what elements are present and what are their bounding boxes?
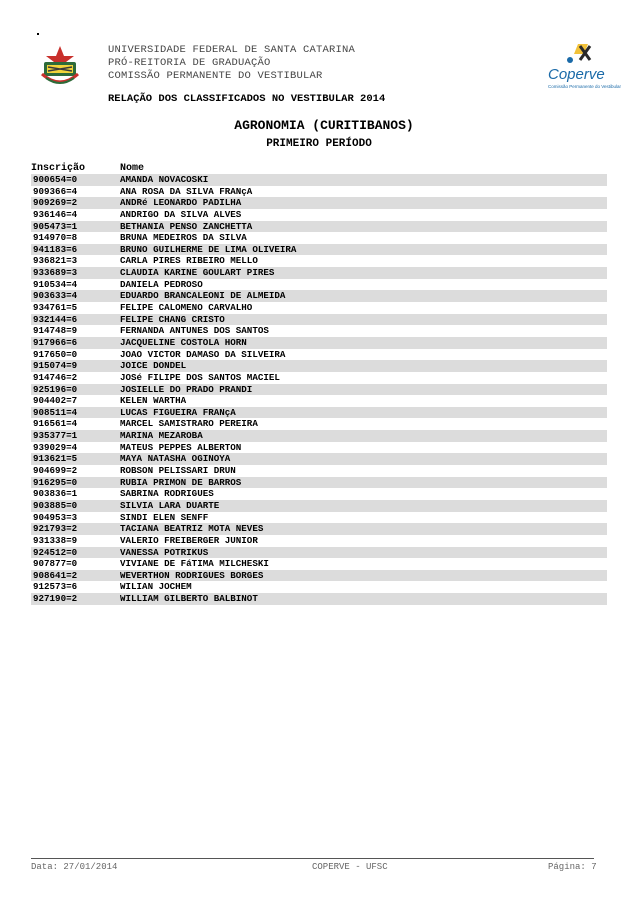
stray-dot bbox=[37, 33, 39, 35]
inscricao-cell: 916295=0 bbox=[33, 476, 78, 488]
nome-cell: BRUNO GUILHERME DE LIMA OLIVEIRA bbox=[120, 243, 297, 255]
nome-cell: MARCEL SAMISTRARO PEREIRA bbox=[120, 418, 258, 430]
inscricao-cell: 912573=6 bbox=[33, 581, 78, 593]
nome-cell: AMANDA NOVACOSKI bbox=[120, 174, 209, 185]
inscricao-cell: 927190=2 bbox=[33, 593, 78, 605]
inscricao-cell: 933689=3 bbox=[33, 267, 78, 279]
table-row bbox=[31, 174, 607, 186]
table-row bbox=[31, 593, 607, 605]
nome-cell: EDUARDO BRANCALEONI DE ALMEIDA bbox=[120, 290, 286, 302]
inscricao-cell: 907877=0 bbox=[33, 558, 78, 570]
nome-cell: KELEN WARTHA bbox=[120, 395, 187, 407]
table-row bbox=[31, 465, 607, 477]
nome-cell: MARINA MEZAROBA bbox=[120, 430, 203, 442]
coperve-logo-subtitle: Comissão Permanente do Vestibular bbox=[548, 84, 622, 89]
nome-cell: BETHANIA PENSO ZANCHETTA bbox=[120, 220, 253, 232]
ufsc-crest-icon bbox=[38, 44, 82, 90]
inscricao-cell: 914748=9 bbox=[33, 325, 78, 337]
inscricao-cell: 908511=4 bbox=[33, 406, 78, 418]
footer-page: Página: 7 bbox=[548, 862, 597, 872]
header-nome: Nome bbox=[120, 163, 145, 174]
table-row bbox=[31, 581, 607, 593]
nome-cell: VIVIANE DE FáTIMA MILCHESKI bbox=[120, 558, 269, 570]
pro-reitoria: PRÓ-REITORIA DE GRADUAÇÃO bbox=[108, 57, 271, 69]
inscricao-cell: 903836=1 bbox=[33, 488, 78, 500]
inscricao-cell: 935377=1 bbox=[33, 430, 78, 442]
table-row bbox=[31, 197, 607, 209]
inscricao-cell: 917650=0 bbox=[33, 348, 78, 360]
nome-cell: RUBIA PRIMON DE BARROS bbox=[120, 476, 242, 488]
inscricao-cell: 904699=2 bbox=[33, 465, 78, 477]
inscricao-cell: 914970=8 bbox=[33, 232, 78, 244]
coperve-logo-text: Coperve bbox=[548, 66, 605, 83]
nome-cell: FELIPE CALOMENO CARVALHO bbox=[120, 302, 253, 314]
inscricao-cell: 905473=1 bbox=[33, 220, 78, 232]
nome-cell: JACQUELINE COSTOLA HORN bbox=[120, 336, 247, 348]
table-row bbox=[31, 349, 607, 361]
inscricao-cell: 910534=4 bbox=[33, 278, 78, 290]
table-row bbox=[31, 558, 607, 570]
inscricao-cell: 903633=4 bbox=[33, 290, 78, 302]
nome-cell: LUCAS FIGUEIRA FRANçA bbox=[120, 406, 236, 418]
nome-cell: FERNANDA ANTUNES DOS SANTOS bbox=[120, 325, 269, 337]
inscricao-cell: 904402=7 bbox=[33, 395, 78, 407]
inscricao-cell: 941183=6 bbox=[33, 243, 78, 255]
table-row bbox=[31, 488, 607, 500]
table-row bbox=[31, 570, 607, 582]
nome-cell: FELIPE CHANG CRISTO bbox=[120, 313, 225, 325]
course-title: AGRONOMIA (CURITIBANOS) bbox=[234, 118, 414, 133]
nome-cell: SILVIA LARA DUARTE bbox=[120, 499, 220, 511]
nome-cell: ANA ROSA DA SILVA FRANçA bbox=[120, 185, 253, 197]
nome-cell: ROBSON PELISSARI DRUN bbox=[120, 465, 236, 477]
table-row bbox=[31, 302, 607, 314]
table-row bbox=[31, 453, 607, 465]
nome-cell: VALERIO FREIBERGER JUNIOR bbox=[120, 534, 258, 546]
inscricao-cell: 909269=2 bbox=[33, 197, 78, 209]
footer-date: Data: 27/01/2014 bbox=[31, 862, 118, 872]
nome-cell: VANESSA POTRIKUS bbox=[120, 546, 209, 558]
inscricao-cell: 917966=6 bbox=[33, 336, 78, 348]
nome-cell: ANDRé LEONARDO PADILHA bbox=[120, 197, 242, 209]
inscricao-cell: 921793=2 bbox=[33, 523, 78, 535]
table-row bbox=[31, 337, 607, 349]
nome-cell: JOAO VICTOR DAMASO DA SILVEIRA bbox=[120, 348, 286, 360]
footer-center: COPERVE - UFSC bbox=[312, 862, 388, 872]
comissao: COMISSÃO PERMANENTE DO VESTIBULAR bbox=[108, 70, 323, 82]
table-row bbox=[31, 290, 607, 302]
table-row bbox=[31, 221, 607, 233]
table-row bbox=[31, 512, 607, 524]
inscricao-cell: 925196=0 bbox=[33, 383, 78, 395]
inscricao-cell: 934761=5 bbox=[33, 302, 78, 314]
nome-cell: TACIANA BEATRIZ MOTA NEVES bbox=[120, 523, 264, 535]
nome-cell: CLAUDIA KARINE GOULART PIRES bbox=[120, 267, 275, 279]
table-row bbox=[31, 500, 607, 512]
table-row bbox=[31, 395, 607, 407]
nome-cell: SABRINA RODRIGUES bbox=[120, 488, 214, 500]
nome-cell: CARLA PIRES RIBEIRO MELLO bbox=[120, 255, 258, 267]
inscricao-cell: 936146=4 bbox=[33, 208, 78, 220]
inscricao-cell: 904953=3 bbox=[33, 511, 78, 523]
inscricao-cell: 916561=4 bbox=[33, 418, 78, 430]
footer-divider bbox=[31, 858, 594, 859]
inscricao-cell: 924512=0 bbox=[33, 546, 78, 558]
table-row bbox=[31, 477, 607, 489]
inscricao-cell: 932144=6 bbox=[33, 313, 78, 325]
inscricao-cell: 900654=0 bbox=[33, 174, 78, 185]
table-row bbox=[31, 209, 607, 221]
nome-cell: JOICE DONDEL bbox=[120, 360, 187, 372]
nome-cell: WILIAN JOCHEM bbox=[120, 581, 192, 593]
nome-cell: WEVERTHON RODRIGUES BORGES bbox=[120, 569, 264, 581]
table-row bbox=[31, 244, 607, 256]
period-title: PRIMEIRO PERÍODO bbox=[266, 138, 372, 150]
inscricao-cell: 931338=9 bbox=[33, 534, 78, 546]
nome-cell: ANDRIGO DA SILVA ALVES bbox=[120, 208, 242, 220]
table-row bbox=[31, 547, 607, 559]
nome-cell: BRUNA MEDEIROS DA SILVA bbox=[120, 232, 247, 244]
nome-cell: MATEUS PEPPES ALBERTON bbox=[120, 441, 242, 453]
nome-cell: JOSIELLE DO PRADO PRANDI bbox=[120, 383, 253, 395]
nome-cell: MAYA NATASHA OGINOYA bbox=[120, 453, 231, 465]
table-row bbox=[31, 523, 607, 535]
table-row bbox=[31, 442, 607, 454]
table-row bbox=[31, 535, 607, 547]
table-row bbox=[31, 186, 607, 198]
table-row bbox=[31, 384, 607, 396]
inscricao-cell: 915074=9 bbox=[33, 360, 78, 372]
report-title: RELAÇÃO DOS CLASSIFICADOS NO VESTIBULAR 2014 bbox=[108, 93, 386, 105]
nome-cell: WILLIAM GILBERTO BALBINOT bbox=[120, 593, 258, 605]
table-row bbox=[31, 418, 607, 430]
inscricao-cell: 908641=2 bbox=[33, 569, 78, 581]
inscricao-cell: 939029=4 bbox=[33, 441, 78, 453]
inscricao-cell: 914746=2 bbox=[33, 371, 78, 383]
nome-cell: DANIELA PEDROSO bbox=[120, 278, 203, 290]
inscricao-cell: 909366=4 bbox=[33, 185, 78, 197]
table-row bbox=[31, 255, 607, 267]
nome-cell: SINDI ELEN SENFF bbox=[120, 511, 209, 523]
university-name: UNIVERSIDADE FEDERAL DE SANTA CATARINA bbox=[108, 44, 356, 56]
classified-list bbox=[31, 174, 607, 605]
table-row bbox=[31, 372, 607, 384]
inscricao-cell: 913621=5 bbox=[33, 453, 78, 465]
inscricao-cell: 903885=0 bbox=[33, 499, 78, 511]
table-row bbox=[31, 279, 607, 291]
table-row bbox=[31, 360, 607, 372]
table-row bbox=[31, 314, 607, 326]
table-row bbox=[31, 430, 607, 442]
nome-cell: JOSé FILIPE DOS SANTOS MACIEL bbox=[120, 371, 280, 383]
table-row bbox=[31, 407, 607, 419]
table-row bbox=[31, 325, 607, 337]
inscricao-cell: 936821=3 bbox=[33, 255, 78, 267]
header-inscricao: Inscrição bbox=[31, 163, 86, 174]
table-row bbox=[31, 267, 607, 279]
table-row bbox=[31, 232, 607, 244]
